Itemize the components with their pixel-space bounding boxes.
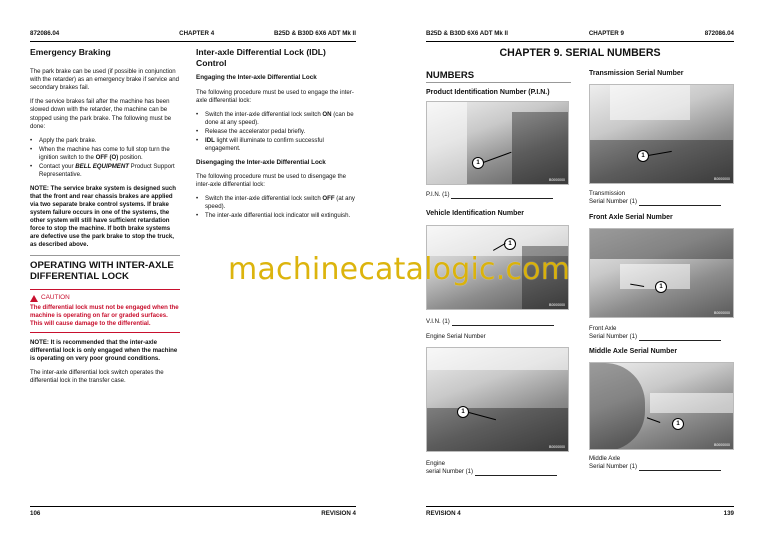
image-code: B0000000: [714, 443, 730, 447]
caution-label: CAUTION: [41, 293, 70, 301]
engine-photo: [426, 347, 569, 452]
list-item: • Switch the inter-axle differential lock switch OFF (at any speed).: [196, 195, 356, 211]
list-item: • Release the accelerator pedal briefly.: [196, 128, 356, 136]
engine-title: Engine Serial Number: [426, 333, 486, 340]
callout-marker: 1: [504, 238, 516, 250]
callout-marker: 1: [472, 157, 484, 169]
bullet-list: [196, 111, 356, 153]
middle-axle-title: Middle Axle Serial Number: [589, 348, 678, 355]
page-number: 106: [30, 510, 41, 517]
vin-caption: V.I.N. (1): [426, 318, 554, 326]
pin-title: Product Identification Number (P.I.N.): [426, 89, 550, 96]
subsection-engaging: Engaging the Inter-axle Differential Lock: [196, 74, 317, 82]
front-axle-title: Front Axle Serial Number: [589, 214, 673, 221]
page-header: [426, 30, 734, 40]
revision-label: REVISION 4: [426, 510, 461, 517]
model-label: B25D & B30D 6X6 ADT Mk II: [274, 30, 356, 37]
bullet-list: [196, 195, 356, 220]
left-column: [30, 47, 180, 391]
list-item: • When the machine has come to full stop turn the ignition switch to the OFF (O) position.: [30, 146, 180, 162]
image-code: B0000000: [714, 311, 730, 315]
header-divider: [426, 41, 734, 42]
transmission-title: Transmission Serial Number: [589, 70, 684, 77]
header-divider: [30, 41, 356, 42]
section-title-idl-control: Inter-axle Differential Lock (IDL) Control: [196, 47, 326, 68]
chapter-title: CHAPTER 9. SERIAL NUMBERS: [499, 47, 661, 59]
caution-header: [30, 294, 180, 302]
callout-marker: 1: [672, 418, 684, 430]
caution-rule-top: [30, 289, 180, 290]
page-footer: [426, 510, 734, 517]
divider: [30, 255, 180, 256]
doc-code: 872086.04: [30, 30, 60, 37]
section-title-operating-idl: OPERATING WITH INTER-AXLE DIFFERENTIAL LOCK: [30, 259, 174, 283]
bullet-list: [30, 137, 180, 179]
page-number: 139: [723, 510, 734, 517]
paragraph: The following procedure must be used to engage the inter-axle differential lock:: [196, 88, 354, 104]
pin-caption: P.I.N. (1): [426, 191, 553, 199]
model-label: B25D & B30D 6X6 ADT Mk II: [426, 30, 508, 37]
engine-caption: Engine serial Number (1): [426, 460, 557, 476]
vin-title: Vehicle Identification Number: [426, 210, 525, 217]
image-code: B0000000: [549, 445, 565, 449]
subsection-disengaging: Disengaging the Inter-axle Differential Lock: [196, 158, 326, 166]
transmission-caption: Transmission Serial Number (1): [589, 190, 721, 206]
paragraph: The following procedure must be used to disengage the inter-axle differential lock:: [196, 173, 347, 189]
divider: [426, 82, 571, 83]
list-item: • Apply the park brake.: [30, 137, 180, 145]
list-item: • IDL light will illuminate to confirm successful engagement.: [196, 137, 356, 153]
front-axle-photo: [589, 228, 734, 318]
right-column: [196, 47, 356, 226]
caution-text: The differential lock must not be engaged when the machine is operating on far or graded surfaces. This will cause damage to the differential.: [30, 304, 179, 328]
leader-line: [647, 417, 660, 423]
image-code: B0000000: [549, 303, 565, 307]
doc-code: 872086.04: [704, 30, 734, 37]
middle-axle-caption: Middle Axle Serial Number (1): [589, 455, 721, 471]
footer-divider: [426, 506, 734, 507]
footer-divider: [30, 506, 356, 507]
front-axle-caption: Front Axle Serial Number (1): [589, 325, 721, 341]
leader-line: [483, 152, 512, 163]
list-item: • Switch the inter-axle differential lock switch ON (can be done at any speed).: [196, 111, 356, 127]
page-header: [30, 30, 356, 40]
paragraph: If the service brakes fail after the machine has been slowed down with the retarder, the machine can be stopped using the park brake. The following must be done:: [30, 98, 172, 130]
image-code: B0000000: [549, 178, 565, 182]
paragraph: The inter-axle differential lock switch operates the differential lock in the transfer case.: [30, 368, 164, 384]
paragraph: The park brake can be used (if possible in conjunction with the retarder) as an emergency brake if service and secondary brakes fail.: [30, 68, 180, 92]
chapter-label: CHAPTER 9: [588, 30, 624, 37]
image-code: B0000000: [714, 177, 730, 181]
note-block: NOTE: The service brake system is designed such that the front and rear chassis brakes are applied via two separate brake control systems. If brake system failure occurs in one of the systems, the other system will still have sufficient retardation force to stop the machine. If both brake systems are defective use the park brake to stop the truck, as described above.: [30, 184, 176, 248]
revision-label: REVISION 4: [321, 510, 356, 517]
note-block: NOTE: It is recommended that the inter-axle differential lock is only engaged when the machine is operating on very poor ground conditions.: [30, 338, 178, 362]
transmission-photo: [589, 84, 734, 184]
caution-rule-bottom: [30, 332, 180, 333]
list-item: • Contact your BELL EQUIPMENT Product Support Representative.: [30, 163, 180, 179]
callout-marker: 1: [457, 406, 469, 418]
callout-marker: 1: [655, 281, 667, 293]
list-item: • The inter-axle differential lock indicator will extinguish.: [196, 212, 356, 220]
pin-photo: [426, 101, 569, 185]
page-footer: [30, 510, 356, 517]
middle-axle-photo: [589, 362, 734, 450]
callout-marker: 1: [637, 150, 649, 162]
warning-triangle-icon: [30, 295, 38, 302]
watermark: machinecatalogic.com: [228, 252, 571, 287]
section-title-numbers: NUMBERS: [426, 70, 475, 81]
chapter-label: CHAPTER 4: [179, 30, 215, 37]
section-title-emergency-braking: Emergency Braking: [30, 47, 111, 57]
